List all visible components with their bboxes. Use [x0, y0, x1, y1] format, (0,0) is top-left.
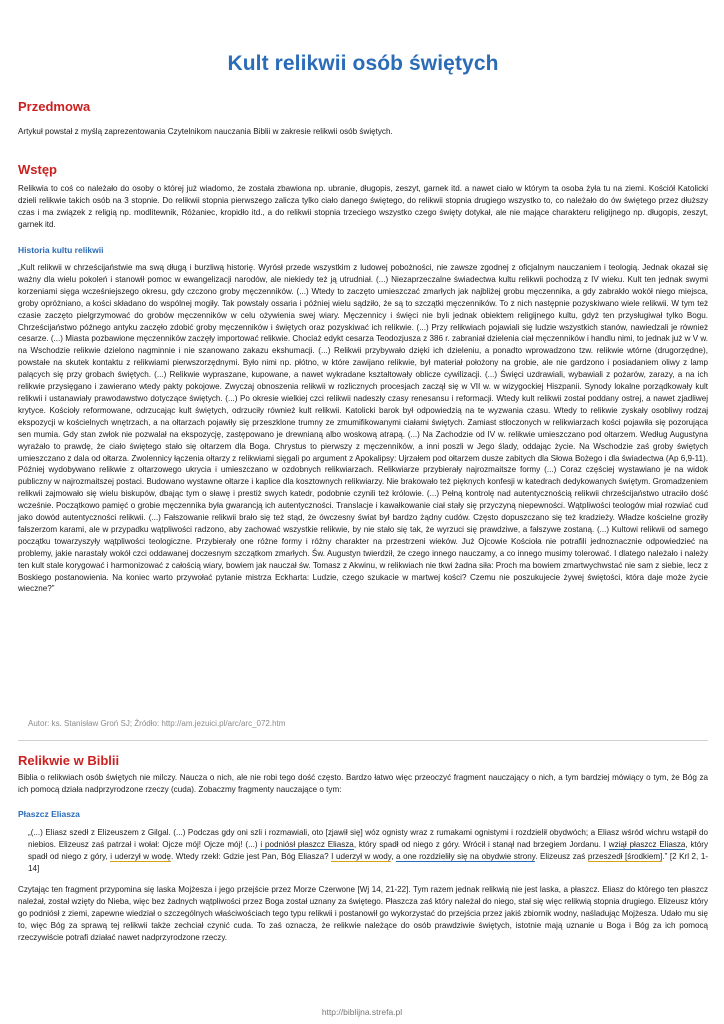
quote-part: . Wtedy rzekł: Gdzie jest Pan, Bóg Eliasza? [170, 852, 329, 861]
quote-highlight: przeszedł [środkiem] [587, 852, 663, 861]
heading-wstep: Wstęp [18, 162, 57, 177]
document-title: Kult relikwii osób świętych [227, 52, 499, 75]
quote-part: , który spadł od niego z góry. Wrócił i stanął nad brzegiem Jordanu. I [353, 840, 606, 849]
heading-historia: Historia kultu relikwii [18, 245, 104, 255]
biblia-intro: Biblia o relikwiach osób świętych nie milczy. Naucza o nich, ale nie robi tego dość często. Bardzo łatwo więc przeoczyć fragment nauczający o nich, a tym bardziej mówiący o tym, że Bóg za ich pomocą działa nadprzyrodzone rzeczy (cuda). Zobaczmy fragmenty nauczające o tym: [18, 773, 708, 794]
quote-part: .” [2 Krl 2, 1-14] [28, 852, 709, 873]
footer-link[interactable]: http://biblijna.strefa.pl [321, 1007, 403, 1017]
quote-highlight: I uderzył w wody [331, 852, 392, 861]
section-divider [18, 740, 708, 741]
biblia-commentary: Czytając ten fragment przypomina się laska Mojżesza i jego przejście przez Morze Czerwone [Wj 14, 21-22]. Tym razem jednak relikwią nie jest laska, a płaszcz. Eliasz do którego ten płaszcz należał, został wzięty do Nieba, więc bez żadnych wątpliwości przez Boga został uznany za świętego. Płaszcza zaś który należał do niego, stał się więc relikwią stopnia drugiego. Elizeusz który go podniósł z ziemi, zapewne wiedział o szczególnych właściwościach tego typu relikwii i postanowił go wykorzystać do przejścia przez jakiś zbiornik wodny, naśladując Mojżesza. Udało mu się to, więc Bóg za sprawą tej relikwii także zechciał czynić cuda. To zaś oznacza, że relikwie należące do osób prawdziwie świętych, istotnie mają uznanie u Boga i Bóg za ich pomocą rzeczywiście potrafi działać nawet nadprzyrodzone rzeczy. [18, 885, 708, 942]
przedmowa-text: Artykuł powstał z myślą zaprezentowania Czytelnikom nauczania Biblii w zakresie relikwii osób świętych. [18, 127, 393, 136]
historia-text: „Kult relikwii w chrześcijaństwie ma swą długą i burzliwą historię. Wyrósł przede wszystkim z ludowej pobożności, nie zawsze zgodnej z oficjalnym nauczaniem i teologią. Jednak okazał się ważny dla wielu pokoleń i stanowił pomoc w ewangelizacji narodów, ale niekiedy też ją utrudniał. (...) Niezaprzeczalne świadectwa kultu relikwii pochodzą z IV wieku. Kult ten jednak swymi korzeniami sięga wcześniejszego okresu, gdy czczono groby męczenników. (...) Wtedy to zaczęto umieszczać zmarłych jak najbliżej grobu męczennika, a gdy zabrakło wokół niego miejsca, groby opróżniano, a kości składano do wspólnej mogiły. Tak powstały ossaria i później wielu sądziło, że są to szczątki męczenników. To z nich następnie pozyskiwano wiele relikwii. W tym też czasie zaczęto pielgrzymować do grobów męczenników w celu ożywienia swej wiary. Męczennicy i święci nie byli jednak obiektem religijnego kultu, gdyż ten przysługiwał tylko Bogu. Chrześcijaństwo późnego antyku zaczęło zdobić groby męczenników i świętych oraz pozyskiwać ich relikwie. (...) Przy relikwiach pojawiali się ludzie wszystkich stanów, nawiedzali je również cesarze. (...) Miasta pozbawione męczenników zaczęły importować relikwie. Chociaż edykt cesarza Teodozjusza z 386 r. zabraniał dzielenia ciał męczenników i handlu nimi, to jednak już w V w. na Wschodzie relikwie dzielono nagminnie i nie szanowano zakazu ekshumacji. (...) Relikwii przybywało dzięki ich dzieleniu, a ponadto wprowadzono tzw. relikwie wtórne (drugorzędne), powstałe na skutek kontaktu z relikwiami pierwszorzędnymi. Było nimi np. płótno, w które zawijano relikwie, był materiał położony na grobie, ale nie gardzono i posiadaniem oliwy z lamp palących się przy grobach świętych. (...) Relikwie wypraszane, kupowane, a nawet wykradane kształtowały oblicze cywilizacji. (...) Święci uzdrawiali, wybawiali z pożarów, zarazy, a na ich relikwie przysięgano i zawierano wtedy pakty pokojowe. Zwyczaj obnoszenia relikwii w rozlicznych procesjach zaczął się w VII w. w wizygockiej Hiszpanii. Synody lokalne porządkowały kult relikwii i ustanawiały prawodawstwo dotyczące świętych. (...) Po okresie wielkiej czci relikwii nadeszły czasy renesansu i reformacji. Wtedy kult relikwii został poddany ostrej, a nawet zjadliwej krytyce. Kościoły reformowane, odrzucając kult świętych, odrzuciły również kult relikwii. Katolicki barok był odpowiedzią na te wyzwania czasu. Wtedy to relikwie zyskały osobliwy rodzaj ekspozycji w kościelnych wnętrzach, a na ołtarzach pojawiły się przeszklone trumny ze zmumifikowanymi ciałami świętych. Zamiast stłoczonych w relikwiarzach kości pojawiła się pozorująca sen mumia. Gdy stan zwłok nie pozwalał na ekspozycję, zastępowano je drewnianą albo woskową atrapą. (...) Na Zachodzie od IV w. relikwie umieszczano pod ołtarzem. Według Augustyna wyrażało to prawdę, że ciało świętego stało się ołtarzem dla Boga. Chrystus to pierwszy z męczenników, a inni poszli w Jego ślady, oddając życie. Na Wschodzie zaś groby świętych umieszczano z dala od ołtarza. Zwolennicy łączenia ołtarzy z relikwiami sięgali po argument z Apokalipsy: Ujrzałem pod ołtarzem dusze zabitych dla Słowa Bożego i dla świadectwa (Ap 6,9-11). Później wydobywano relikwie z ołtarzowego ukrycia i umieszczano w ozdobnych relikwiarzach. Relikwiarze przybierały najrozmaitsze formy (...) Coraz częściej wystawiano je na widok publiczny w najrozmaitszej postaci. Budowano wystawne ołtarze i kaplice dla kosztownych relikwiarzy. Nie brakowało też pięknych konfesji w katedrach dedykowanych świętym. Gromadzeniem relikwii zajmowało się wielu biskupów, dbając tym o sławę i prestiż swych katedr, podobnie czynili też królowie. (...) Pełną kontrolę nad autentycznością relikwii chrześcijaństwo utraciło dość wcześnie. Początkowo pamięć o grobie męczennika była gwarancją ich autentyczności. Translacje i kawałkowanie ciał stały się przyczyną niepewności. Wątpliwości teologów miał rozwiać cud jako dowód autentyczności relikwii. (...) Fałszowanie relikwii brało się też stąd, że ówczesny świat był bardzo żądny cudów. Często dopuszczano się też kradzieży. Władze kościelne groziły fałszerzom karami, ale w przypadku wątpliwości radzono, aby zachować wszystkie relikwie, by nie stało się tak, że wyrzuci się prawdziwe, a fałszywe zostaną. (...) Kultowi relikwii od samego początku towarzyszyły wątpliwości teologiczne. Przybierały one różne formy i różny charakter na przestrzeni wieków. Już Ojcowie Kościoła nie potrafili jednoznacznie odpowiedzieć na problemy, jakie narastały wokół czci oddawanej doczesnym szczątkom zmarłych. Św. Augustyn twierdził, że czego innego nauczamy, a co innego musimy tolerować. I dlatego należało i należy ten kult stale korygować i harmonizować z całością wiary, bowiem jak nauczał św. Tomasz z Akwinu, w relikwiach nie tkwi żadna siła: Proch ma bowiem zmartwychwstać nie sam z siebie, lecz z Boskiego postanowienia. Na koniec warto przywołać pytanie mistrza Eckharta: Ludzie, czego szukacie w martwej kości? Czemu nie poszukujecie żywej świętości, która daje może życie wieczne?” [18, 263, 708, 594]
wstep-text: Relikwia to coś co należało do osoby o której już wiadomo, że została zbawiona np. ubranie, długopis, zeszyt, garnek itd. a nawet ciało w którym ta osoba żyła tu na ziemi. Kościół Katolicki dzieli relikwie takich osób na 3 stopnie. Do relikwii stopnia pierwszego zalicza tylko ciało danego świętego, do relikwii stopnia drugiego wszystko to, co należało do ów świętego przez dłuższy czas i ma związek z religią np. modlitewnik, Różaniec, kropidło itd., a do relikwii stopnia trzeciego wszystko czego święty dotykał, ale nie mające charakteru religijnego np. długopis, zeszyt, garnek itd. [18, 184, 708, 229]
heading-przedmowa: Przedmowa [18, 99, 91, 114]
quote-part: „(...) Eliasz szedł z Elizeuszem z Gilgal. (...) Podczas gdy oni szli i rozmawiali, oto [zjawił się] wóz ognisty wraz z rumakami ognistymi i rozdzielił obydwóch; a Eliasz wśród wichru wstąpił do niebios. Elizeusz zaś patrzał i wołał: Ojcze mój! Ojcze mój! (...) [28, 828, 708, 849]
quote-highlight: i uderzył w wodę [110, 852, 171, 861]
quote-part: , który spadł od niego z góry, [28, 840, 709, 861]
heading-relikwie-w-biblii: Relikwie w Biblii [18, 753, 120, 768]
quote-part: , [391, 852, 394, 861]
heading-plaszcz-eliasza: Płaszcz Eliasza [18, 809, 80, 819]
document-page [18, 0, 709, 942]
quote-part: . Elizeusz zaś [535, 852, 586, 861]
quote-highlight: wziął płaszcz Eliasza [608, 840, 686, 849]
quote-highlight: i podniósł płaszcz Eliasza [260, 840, 354, 849]
bible-quote [18, 827, 708, 875]
quote-highlight: a one rozdzieliły się na obydwie strony [396, 852, 536, 861]
historia-source: Autor: ks. Stanisław Groń SJ; Źródło: http://am.jezuici.pl/arc/arc_072.htm [28, 719, 286, 728]
